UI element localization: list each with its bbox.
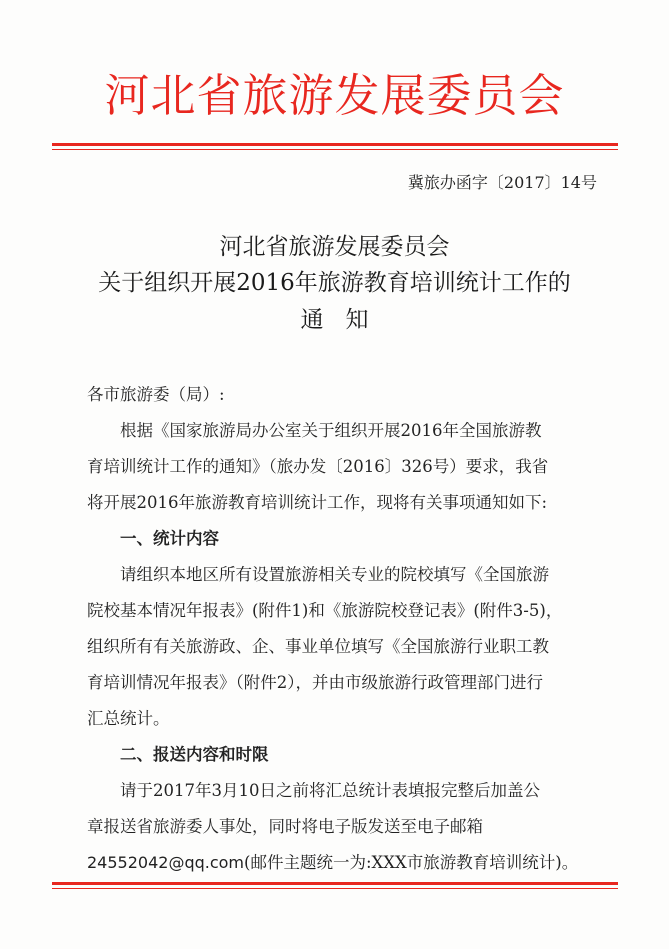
masthead-title: 河北省旅游发展委员会: [104, 69, 565, 122]
paragraph-2-line-5: 汇总统计。: [87, 709, 170, 728]
paragraph-1-line-1: 根据《国家旅游局办公室关于组织开展2016年全国旅游教: [120, 421, 542, 440]
paragraph-2-line-1: 请组织本地区所有设置旅游相关专业的院校填写《全国旅游: [120, 565, 549, 584]
document-number: 冀旅办函字〔2017〕14号: [407, 173, 597, 192]
paragraph-3-line-2: 章报送省旅游委人事处，同时将电子版发送至电子邮箱: [87, 817, 483, 836]
masthead-rule-thin: [52, 149, 618, 150]
email-address: 24552042@qq.com: [87, 853, 245, 872]
notice-title-line-1: 河北省旅游发展委员会: [219, 234, 450, 260]
paragraph-1-line-2: 育培训统计工作的通知》（旅办发〔2016〕326号）要求，我省: [87, 457, 549, 476]
paragraph-2-line-3: 组织所有有关旅游政、企、事业单位填写《全国旅游行业职工教: [87, 637, 549, 656]
paragraph-3-line-1: 请于2017年3月10日之前将汇总统计表填报完整后加盖公: [120, 781, 540, 800]
paragraph-2-line-4: 育培训情况年报表》（附件2），并由市级旅游行政管理部门进行: [87, 673, 543, 692]
section-2-heading: 二、报送内容和时限: [120, 745, 269, 764]
paragraph-1-line-3: 将开展2016年旅游教育培训统计工作，现将有关事项通知如下:: [87, 493, 548, 512]
paragraph-3-line-3: [87, 851, 578, 875]
notice-title-line-2: 关于组织开展2016年旅游教育培训统计工作的: [98, 270, 571, 296]
paragraph-2-line-2: 院校基本情况年报表》(附件1)和《旅游院校登记表》(附件3-5)，: [87, 601, 563, 620]
salutation: 各市旅游委（局）:: [87, 385, 225, 404]
footer-rule-thick: [52, 882, 618, 885]
masthead-rule-thick: [52, 143, 618, 146]
notice-title-line-3: 通知: [300, 307, 391, 333]
footer-rule-thin: [52, 888, 618, 889]
email-note: (邮件主题统一为:XXX市旅游教育培训统计)。: [244, 853, 579, 872]
section-1-heading: 一、统计内容: [120, 529, 219, 548]
